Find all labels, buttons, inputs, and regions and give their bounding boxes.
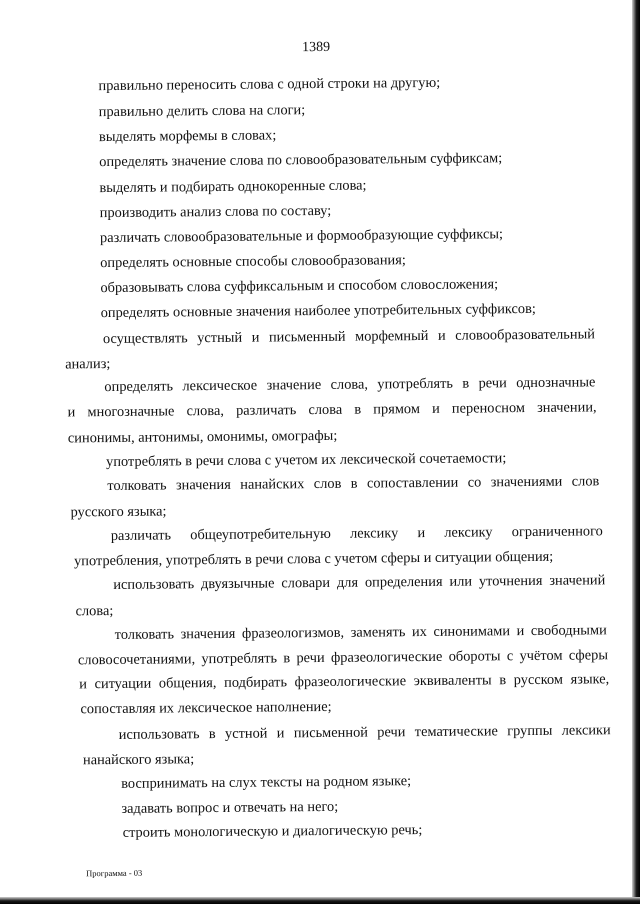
- scan-edge-right: [632, 0, 640, 904]
- list-item-continuation: русского языка;: [70, 503, 167, 521]
- list-item: правильно переносить слова с одной строки на другую;: [98, 74, 441, 95]
- list-item-continuation: сопоставляя их лексическое наполнение;: [80, 698, 332, 718]
- list-item: употреблять в речи слова с учетом их лексической сочетаемости;: [106, 450, 507, 471]
- list-item: определять основные способы словообразования;: [100, 252, 406, 272]
- list-item-continuation: словосочетаниями, употреблять в речи фразеологические обороты с учётом сферы: [77, 647, 609, 669]
- list-item: определять основные значения наиболее употребительных суффиксов;: [100, 300, 536, 322]
- list-item-continuation: и ситуации общения, подбирать фразеологические эквиваленты в русском языке,: [79, 671, 610, 693]
- list-item-continuation: слова;: [75, 602, 114, 620]
- list-item: правильно делить слова на слоги;: [98, 102, 306, 121]
- list-item-continuation: нанайского языка;: [82, 751, 195, 769]
- list-item: задавать вопрос и отвечать на него;: [121, 798, 339, 817]
- list-item: строить монологическую и диалогическую речь;: [122, 822, 423, 841]
- list-item-continuation: употребления, употреблять в речи слова с учетом сферы и ситуации общения;: [73, 548, 554, 570]
- list-item: производить анализ слова по составу;: [99, 202, 332, 222]
- list-item: воспринимать на слух тексты на родном языке;: [121, 773, 412, 792]
- list-item: различать словообразовательные и формообразующие суффиксы;: [99, 226, 504, 247]
- list-item: осуществлять устный и письменный морфемный и словообразовательный: [102, 326, 595, 348]
- list-item: использовать двуязычные словари для определения или уточнения значений: [113, 572, 606, 593]
- list-item: выделять и подбирать однокоренные слова;: [99, 177, 367, 197]
- list-item: определять значение слова по словообразовательным суффиксам;: [99, 150, 503, 171]
- list-item: определять лексическое значение слова, употреблять в речи однозначные: [104, 374, 596, 396]
- list-item: толковать значения нанайских слов в сопоставлении со значениями слов: [107, 473, 600, 495]
- list-item-continuation: синонимы, антонимы, омонимы, омографы;: [67, 427, 338, 447]
- list-item: образовывать слова суффиксальным и способом словосложения;: [100, 276, 499, 297]
- list-item: использовать в устной и письменной речи тематические группы лексики: [118, 722, 611, 743]
- page-number: 1389: [302, 39, 331, 56]
- list-item-continuation: и многозначные слова, различать слова в прямом и переносном значении,: [67, 399, 597, 421]
- list-item-continuation: анализ;: [65, 356, 111, 373]
- list-item: выделять морфемы в словах;: [98, 127, 277, 146]
- list-item: различать общеупотребительную лексику и лексику ограниченного: [110, 523, 603, 545]
- scan-edge-bottom: [0, 897, 640, 904]
- list-item: толковать значения фразеологизмов, заменять их синонимами и свободными: [114, 622, 607, 643]
- footer-label: Программа - 03: [86, 867, 143, 879]
